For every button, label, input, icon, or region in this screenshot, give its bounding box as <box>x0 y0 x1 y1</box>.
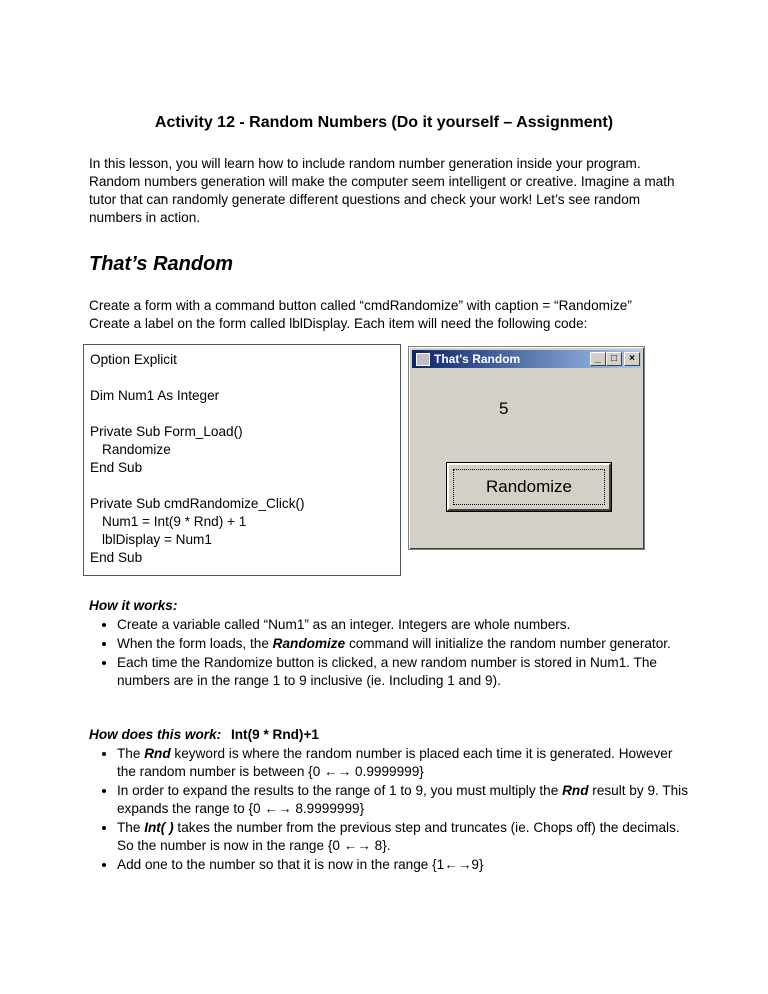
how-does-heading <box>89 727 319 742</box>
how-does-heading-text: How does this work: <box>89 727 222 742</box>
list-text: keyword is where the random number is placed each time it is generated. However the random number is between {0 ←→ 0.9999999} <box>117 746 673 779</box>
minimize-button[interactable]: _ <box>590 352 606 366</box>
list-item: • Create a variable called “Num1” as an integer. Integers are whole numbers. <box>117 616 689 634</box>
list-item <box>117 635 689 653</box>
code-line: Private Sub Form_Load() <box>90 424 243 439</box>
list-text: The <box>117 746 145 761</box>
create-line-1: Create a form with a command button called “cmdRandomize” with caption = “Randomize” <box>89 298 632 313</box>
keyword: Int( ) <box>144 820 174 835</box>
list-text: The <box>117 820 145 835</box>
list-item <box>117 782 689 818</box>
keyword: Randomize <box>272 636 346 651</box>
keyword: Rnd <box>144 746 171 761</box>
code-line-text: Randomize <box>102 442 171 457</box>
list-item: • Each time the Randomize button is clicked, a new random number is stored in Num1. The numbers are in the range 1 to 9 inclusive (ie. Including 1 and 9). <box>117 654 689 690</box>
create-instructions <box>89 297 689 333</box>
window-title: That's Random <box>434 352 521 366</box>
code-line <box>90 441 171 459</box>
list-text: When the form loads, the <box>117 636 273 651</box>
list-text: In order to expand the results to the range of 1 to 9, you must multiply the <box>117 783 563 798</box>
code-line: End Sub <box>90 460 143 475</box>
code-line <box>90 531 212 549</box>
code-line-text: lblDisplay = Num1 <box>102 532 212 547</box>
code-line: End Sub <box>90 550 143 565</box>
list-item: • Add one to the number so that it is now in the range {1←→9} <box>117 856 689 874</box>
randomize-button-label: Randomize <box>486 477 572 496</box>
maximize-button[interactable]: □ <box>606 352 622 366</box>
focus-rect <box>453 469 605 505</box>
list-item <box>117 745 689 781</box>
thats-random-window <box>408 346 645 550</box>
how-it-works-heading: How it works: <box>89 598 178 613</box>
formula: Int(9 * Rnd)+1 <box>230 727 319 742</box>
intro-paragraph: In this lesson, you will learn how to include random number generation inside your program. Random numbers generation will make the computer seem intelligent or creative. Imagine a math tutor that can randomly generate different questions and check your work! Let’s see random numbers in action. <box>89 156 675 225</box>
code-line <box>90 513 246 531</box>
create-line-2: Create a label on the form called lblDisplay. Each item will need the following code: <box>89 316 588 331</box>
randomize-button[interactable] <box>447 463 611 511</box>
list-text: result by 9. This expands the range to {0 ←→ 8.9999999} <box>117 783 688 816</box>
lbl-display: 5 <box>499 399 509 418</box>
list-text: takes the number from the previous step and truncates (ie. Chops off) the decimals. So the number is now in the range {0 ←→ 8}. <box>117 820 680 853</box>
close-button[interactable]: × <box>624 352 640 366</box>
how-it-works-list <box>89 616 689 691</box>
window-titlebar <box>412 350 641 368</box>
keyword: Rnd <box>562 783 589 798</box>
code-line-text: Num1 = Int(9 * Rnd) + 1 <box>102 514 247 529</box>
code-line: Option Explicit <box>90 352 177 367</box>
page-title: Activity 12 - Random Numbers (Do it yourself – Assignment) <box>154 114 614 131</box>
form-icon <box>416 353 430 366</box>
section-heading: That’s Random <box>89 253 234 275</box>
code-line: Dim Num1 As Integer <box>90 388 220 403</box>
code-line: Private Sub cmdRandomize_Click() <box>90 496 305 511</box>
list-text: command will initialize the random number generator. <box>345 636 671 651</box>
list-item <box>117 819 689 855</box>
how-does-list <box>89 745 689 875</box>
